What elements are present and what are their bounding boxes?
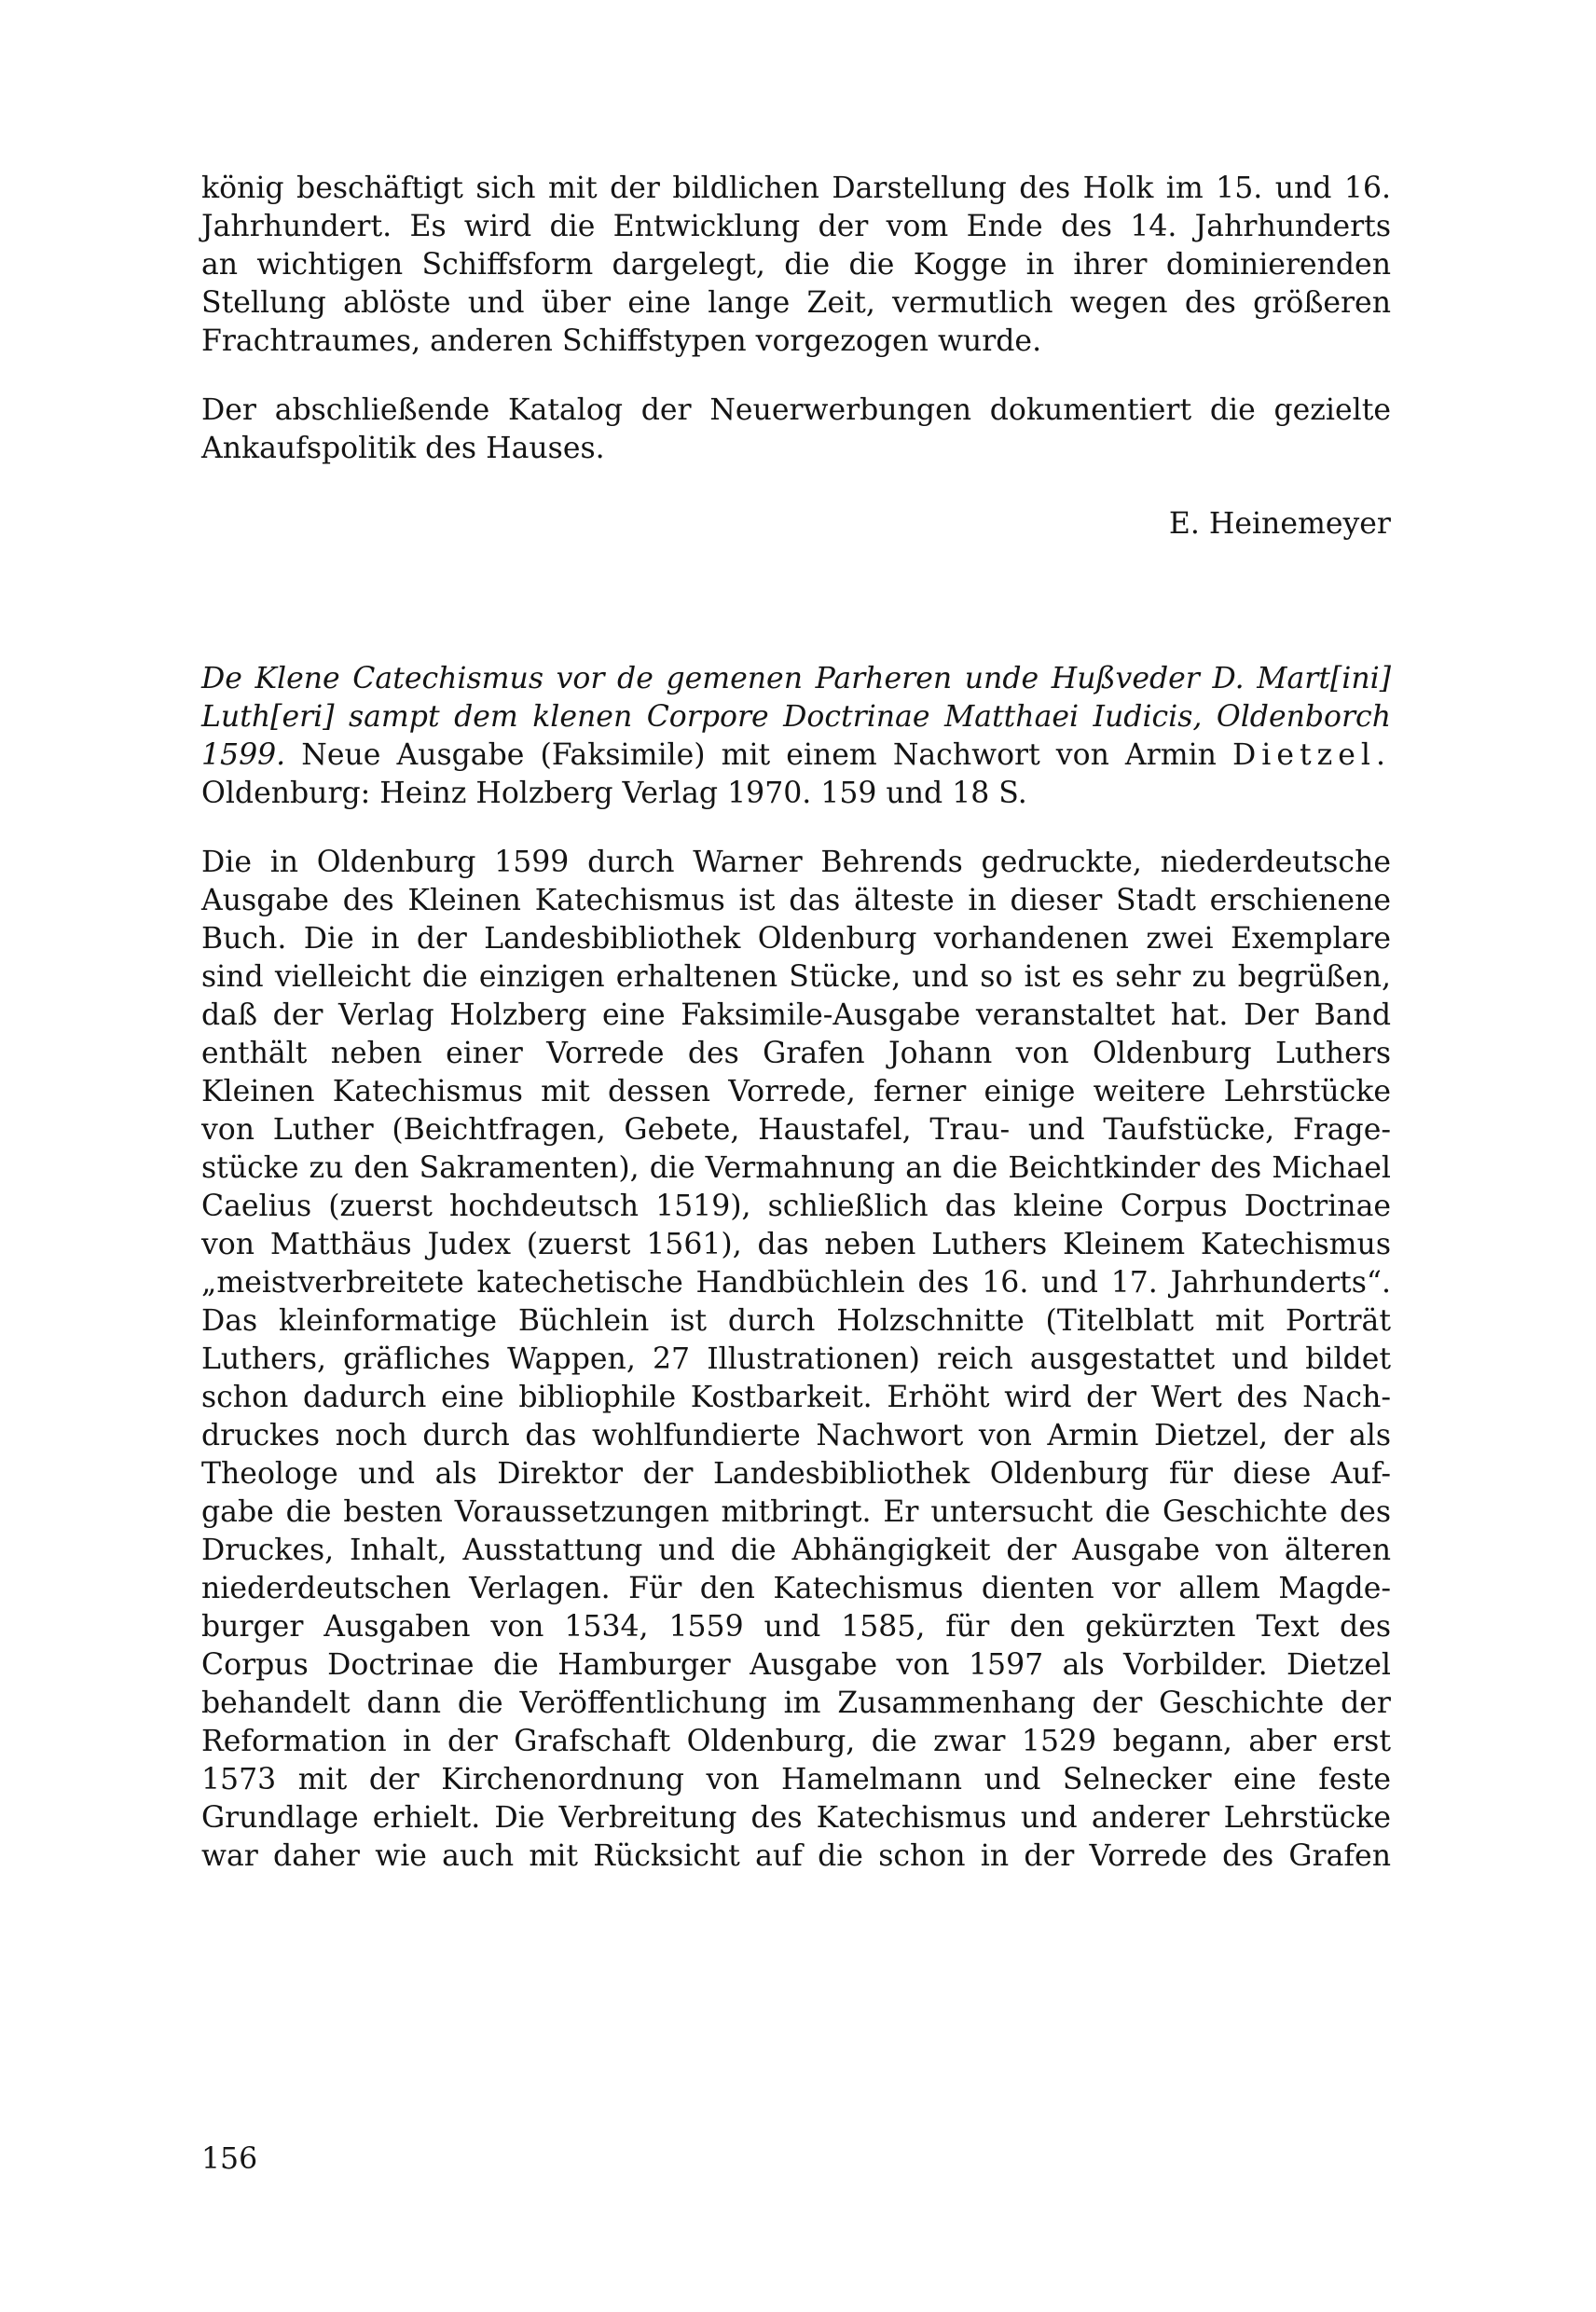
text-line: Caelius (zuerst hochdeutsch 1519), schließlich das kleine Corpus Doctrinae [201, 1190, 1391, 1223]
text-line: von Matthäus Judex (zuerst 1561), das neben Luthers Kleinem Katechismus [201, 1228, 1391, 1261]
text-line: Jahrhundert. Es wird die Entwicklung der vom Ende des 14. Jahrhunderts [201, 210, 1391, 243]
text-line: Buch. Die in der Landesbibliothek Oldenburg vorhandenen zwei Exemplare [201, 922, 1391, 956]
text-line: Stellung ablöste und über eine lange Zeit, vermutlich wegen des größeren [201, 286, 1391, 320]
text-line: Corpus Doctrinae die Hamburger Ausgabe von 1597 als Vorbilder. Dietzel [201, 1648, 1391, 1682]
text-line: Das kleinformatige Büchlein ist durch Holzschnitte (Titelblatt mit Porträt [201, 1304, 1391, 1338]
text-line: enthält neben einer Vorrede des Grafen Johann von Oldenburg Luthers [201, 1037, 1391, 1070]
text-line: Druckes, Inhalt, Ausstattung und die Abhängigkeit der Ausgabe von älteren [201, 1534, 1391, 1567]
publisher-line: Oldenburg: Heinz Holzberg Verlag 1970. 159 und 18 S. [201, 777, 1027, 810]
text-line: gabe die besten Voraussetzungen mitbringt. Er untersucht die Geschichte des [201, 1495, 1391, 1529]
reviewer-signature: E. Heinemeyer [1168, 507, 1391, 541]
text-line: Luthers, gräfliches Wappen, 27 Illustrationen) reich ausgestattet und bildet [201, 1342, 1391, 1376]
book-title-line: Luth[eri] sampt dem klenen Corpore Doctrinae Matthaei Iudicis, Oldenborch [201, 700, 1391, 734]
editor-name: Dietzel. [1232, 738, 1391, 772]
text-line: sind vielleicht die einzigen erhaltenen Stücke, und so ist es sehr zu begrüßen, [201, 960, 1391, 994]
text-line: Reformation in der Grafschaft Oldenburg, die zwar 1529 begann, aber erst [201, 1725, 1391, 1758]
prev-review-paragraph-2 [201, 392, 1391, 468]
text-line: daß der Verlag Holzberg eine Faksimile-Ausgabe veranstaltet hat. Der Band [201, 998, 1391, 1032]
text-line: schon dadurch eine bibliophile Kostbarkeit. Erhöht wird der Wert des Nach- [201, 1381, 1391, 1414]
text-line: war daher wie auch mit Rücksicht auf die schon in der Vorrede des Grafen [201, 1839, 1391, 1873]
page-content [201, 170, 1391, 1876]
text-line: Frachtraumes, anderen Schiffstypen vorgezogen wurde. [201, 324, 1042, 358]
text-line: Ausgabe des Kleinen Katechismus ist das älteste in dieser Stadt erschienene [201, 884, 1391, 917]
text-line: Der abschließende Katalog der Neuerwerbungen dokumentiert die gezielte [201, 393, 1391, 427]
text-line: könig beschäftigt sich mit der bildlichen Darstellung des Holk im 15. und 16. [201, 172, 1391, 205]
prev-review-paragraph-1 [201, 170, 1391, 361]
text-line: druckes noch durch das wohlfundierte Nachwort von Armin Dietzel, der als [201, 1419, 1391, 1452]
paragraph-gap [201, 361, 1391, 392]
text-line: „meistverbreitete katechetische Handbüchlein des 16. und 17. Jahrhunderts“. [201, 1266, 1391, 1300]
text-line: burger Ausgaben von 1534, 1559 und 1585, für den gekürzten Text des [201, 1610, 1391, 1644]
review-bibliographic-heading [201, 660, 1391, 813]
text-line: 1573 mit der Kirchenordnung von Hamelmann und Selnecker eine feste [201, 1763, 1391, 1796]
text-line: Ankaufspolitik des Hauses. [201, 432, 605, 465]
text-line: Die in Oldenburg 1599 durch Warner Behrends gedruckte, niederdeutsche [201, 846, 1391, 879]
book-title-line [201, 736, 1391, 775]
paragraph-gap [201, 813, 1391, 844]
text-line: Theologe und als Direktor der Landesbibliothek Oldenburg für diese Auf- [201, 1457, 1391, 1491]
page-number: 156 [201, 2142, 258, 2176]
text-line: Grundlage erhielt. Die Verbreitung des Katechismus und anderer Lehrstücke [201, 1801, 1391, 1835]
book-year: 1599. [201, 738, 286, 772]
text-line: niederdeutschen Verlagen. Für den Katechismus dienten vor allem Magde- [201, 1572, 1391, 1605]
text-line: an wichtigen Schiffsform dargelegt, die die Kogge in ihrer dominierenden [201, 248, 1391, 282]
text-line: von Luther (Beichtfragen, Gebete, Haustafel, Trau- und Taufstücke, Frage- [201, 1113, 1391, 1147]
review-body [201, 844, 1391, 1876]
book-title-line: De Klene Catechismus vor de gemenen Parheren unde Hußveder D. Mart[ini] [201, 662, 1391, 695]
edition-note: Neue Ausgabe (Faksimile) mit einem Nachwort von Armin [285, 738, 1233, 772]
section-gap [201, 544, 1391, 660]
text-line: Kleinen Katechismus mit dessen Vorrede, ferner einige weitere Lehrstücke [201, 1075, 1391, 1108]
text-line: behandelt dann die Veröffentlichung im Zusammenhang der Geschichte der [201, 1686, 1391, 1720]
text-line: stücke zu den Sakramenten), die Vermahnung an die Beichtkinder des Michael [201, 1151, 1391, 1185]
